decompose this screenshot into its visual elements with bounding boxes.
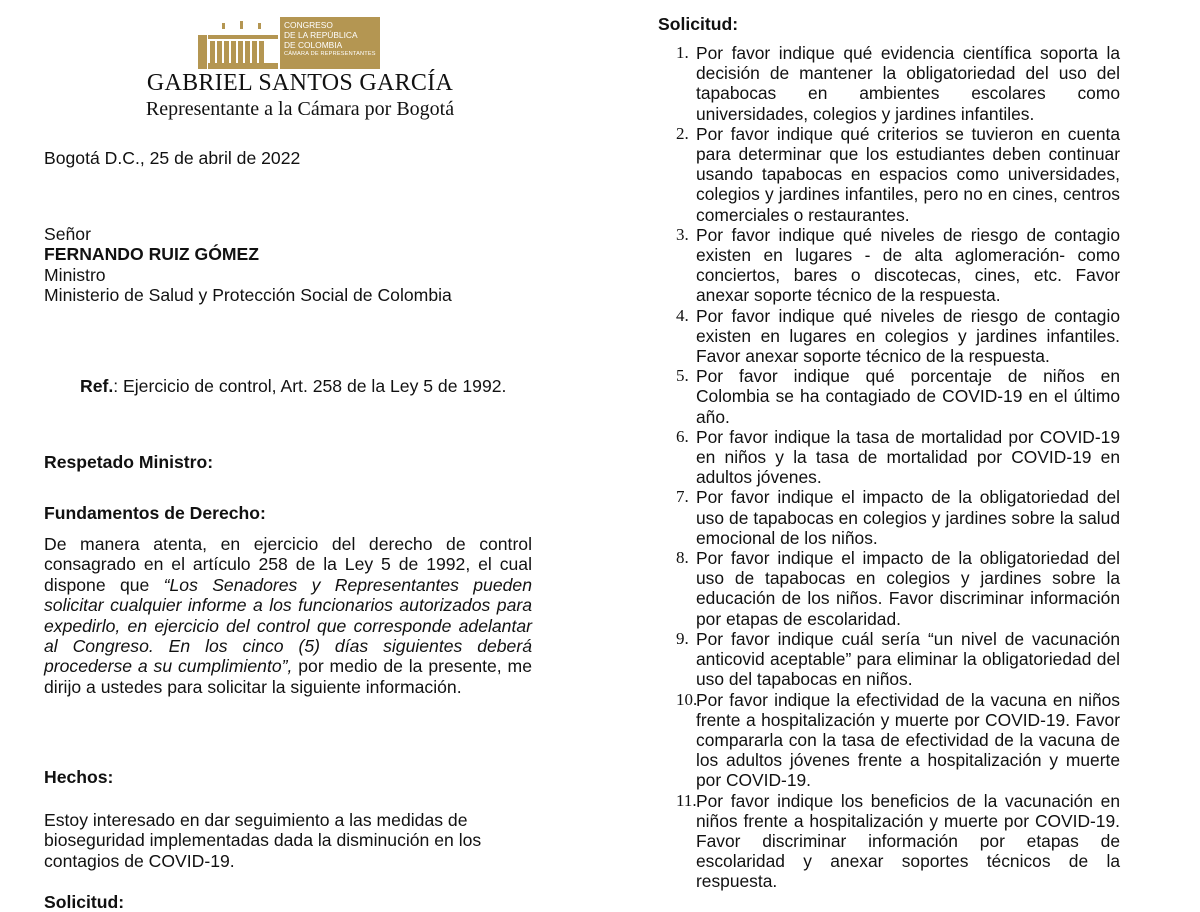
reference-line	[80, 376, 568, 396]
logo-line: DE COLOMBIA	[284, 40, 343, 50]
item-text: Por favor indique la tasa de mortalidad por COVID-19 en niños y la tasa de mortalidad por COVID-19 en adultos jóvenes.	[696, 426, 1120, 488]
recipient-title: Ministro	[44, 264, 106, 285]
recipient-name: FERNANDO RUIZ GÓMEZ	[44, 244, 260, 265]
representative-name: GABRIEL SANTOS GARCÍA	[146, 70, 454, 96]
list-item	[666, 43, 1120, 124]
item-number: 7.	[676, 487, 689, 507]
recipient-salutation: Señor	[44, 224, 91, 244]
list-item	[666, 548, 1120, 629]
request-list	[666, 43, 1120, 892]
item-number: 2.	[676, 123, 689, 143]
fundamentos-outro: por medio de la presente, me dirijo a ustedes para solicitar la siguiente información.	[44, 656, 532, 697]
item-number: 8.	[676, 548, 689, 568]
list-item	[666, 225, 1120, 306]
recipient-ministry: Ministerio de Salud y Protección Social de Colombia	[44, 285, 452, 306]
hechos-paragraph: Estoy interesado en dar seguimiento a las medidas de bioseguridad implementadas dada la disminución en los contagios de COVID-19.	[44, 810, 482, 871]
solicitud-heading: Solicitud:	[658, 14, 739, 34]
fundamentos-heading: Fundamentos de Derecho:	[44, 503, 266, 523]
recipient-block	[44, 224, 532, 306]
item-text: Por favor indique qué porcentaje de niños en Colombia se ha contagiado de COVID-19 en el último año.	[696, 366, 1120, 427]
item-number: 10.	[676, 689, 698, 709]
item-text: Por favor indique el impacto de la obligatoriedad del uso de tapabocas en colegios y jardines sobre la educación de los niños. Favor discriminar información por etapas de escolaridad.	[696, 548, 1120, 629]
congress-logo-text	[280, 17, 380, 69]
item-text: Por favor indique la efectividad de la vacuna en niños frente a hospitalización y muerte por COVID-19. Favor compararla con la tasa de efectividad de la vacuna de los adultos jóvenes frente a hospitalización y muerte por COVID-19.	[696, 689, 1120, 791]
solicitud-heading-cut: Solicitud:	[44, 892, 125, 912]
list-item	[666, 487, 1120, 548]
list-item	[666, 306, 1120, 367]
logo-line: CONGRESO	[284, 20, 333, 30]
item-text: Por favor indique cuál sería “un nivel de vacunación anticovid aceptable” para eliminar la obligatoriedad del uso del tapabocas en niños.	[696, 628, 1120, 690]
hechos-heading: Hechos:	[44, 767, 114, 787]
letter-page-right	[600, 0, 1200, 900]
fundamentos-intro: De manera atenta, en ejercicio del derecho de control consagrado en el artículo 258 de la Ley 5 de 1992, el cual dispone que	[44, 534, 532, 595]
fundamentos-quote: “Los Senadores y Representantes pueden solicitar cualquier informe a los funcionarios autorizados para expedirlo, en ejercicio del control que corresponde adelantar al Congreso. En los cinco (5) días siguientes deberá procederse a su cumplimiento”,	[44, 574, 532, 677]
item-text: Por favor indique qué niveles de riesgo de contagio existen en lugares en colegios y jardines infantiles. Favor anexar soporte técnico de la respuesta.	[696, 305, 1120, 367]
representative-role: Representante a la Cámara por Bogotá	[145, 98, 455, 120]
list-item	[666, 629, 1120, 690]
list-item	[666, 791, 1120, 892]
logo-line: DE LA REPÚBLICA	[284, 30, 358, 40]
item-number: 11.	[676, 790, 697, 810]
list-item	[666, 124, 1120, 225]
reference-label: Ref.	[80, 376, 114, 396]
item-number: 6.	[676, 426, 689, 446]
logo-line: CÁMARA DE REPRESENTANTES	[284, 51, 376, 57]
item-number: 3.	[676, 224, 689, 244]
item-text: Por favor indique qué evidencia científica soporta la decisión de mantener la obligatoriedad del uso del tapabocas en ambientes escolares como universidades, colegios y jardines infantiles.	[696, 43, 1120, 124]
list-item	[666, 427, 1120, 488]
fundamentos-paragraph	[44, 534, 532, 697]
greeting: Respetado Ministro:	[44, 452, 214, 472]
list-item	[666, 690, 1120, 791]
item-number: 1.	[676, 43, 689, 62]
list-item	[666, 366, 1120, 427]
letter-date: Bogotá D.C., 25 de abril de 2022	[44, 148, 301, 168]
congress-logo	[196, 17, 380, 69]
item-number: 9.	[676, 628, 689, 648]
item-number: 5.	[676, 366, 689, 386]
item-text: Por favor indique qué niveles de riesgo de contagio existen en lugares - de alta aglomeración- como conciertos, bares o discotecas, cines, etc. Favor anexar soporte técnico de la respuesta.	[696, 224, 1120, 306]
item-text: Por favor indique los beneficios de la vacunación en niños frente a hospitalización y muerte por COVID-19. Favor discriminar información por etapas de escolaridad y anexar soportes técnicos de la respuesta.	[696, 790, 1120, 892]
item-number: 4.	[676, 305, 689, 325]
reference-text: : Ejercicio de control, Art. 258 de la Ley 5 de 1992.	[113, 376, 507, 396]
item-text: Por favor indique qué criterios se tuvieron en cuenta para determinar que los estudiantes deben continuar usando tapabocas en espacios como universidades, colegios y jardines infantiles, pero no en cines, centros comerciales o restaurantes.	[696, 123, 1120, 225]
item-text: Por favor indique el impacto de la obligatoriedad del uso de tapabocas en colegios y jardines sobre la salud emocional de los niños.	[696, 487, 1120, 548]
capitol-columns-icon	[196, 17, 280, 69]
